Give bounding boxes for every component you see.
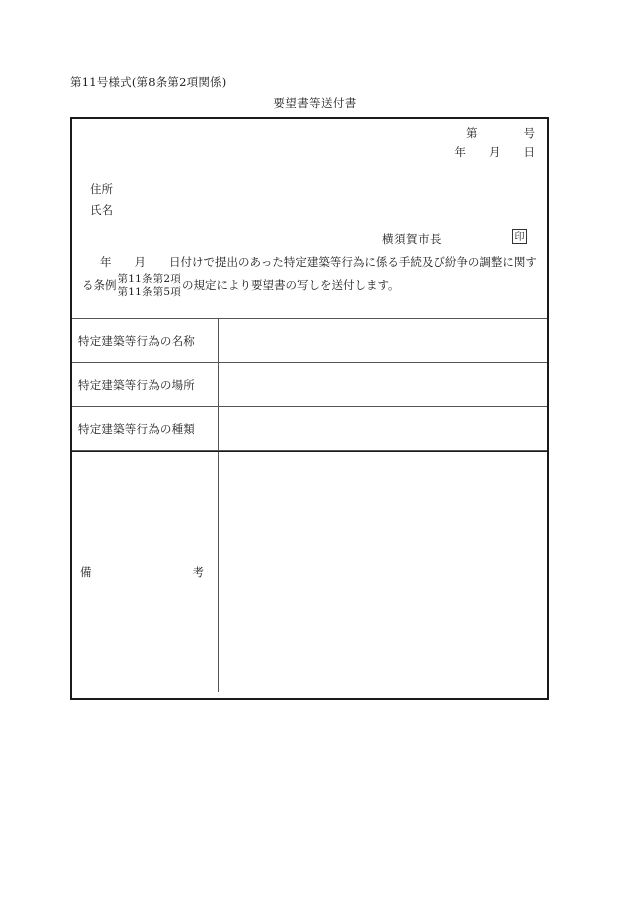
row-value-name[interactable] [219,319,547,362]
address-label: 住所 [90,182,113,196]
row-label-remarks [72,452,219,692]
table-row-name [72,319,547,363]
row-value-location[interactable] [219,363,547,406]
name-label: 氏名 [90,203,113,217]
body-paragraph-line-1: 年 月 日付けで提出のあった特定建築等行為に係る手続及び紛争の調整に関す [100,255,537,269]
document-date-line: 年 月 日 [454,145,535,159]
issuer-row [72,229,547,251]
form-table [70,117,549,700]
row-label-name: 特定建築等行為の名称 [72,319,219,362]
body-paragraph [82,253,539,298]
table-row-location [72,363,547,407]
row-label-type: 特定建築等行為の種類 [72,407,219,450]
table-row-remarks [72,451,547,692]
row-value-type[interactable] [219,407,547,450]
clause-suffix-text: の規定により要望書の写しを送付します。 [181,278,400,292]
clause-reference-stack [118,273,181,298]
row-label-location: 特定建築等行為の場所 [72,363,219,406]
applicant-block [90,179,113,221]
row-value-remarks[interactable] [219,452,547,692]
remarks-label-char-2: 考 [192,565,204,579]
document-title: 要望書等送付書 [273,96,357,110]
remarks-label-char-1: 備 [80,565,92,579]
clause-reference-upper: 第11条第2項 [117,273,181,285]
clause-prefix-text: る条例 [82,278,117,292]
seal-stamp-icon: 印 [512,229,527,244]
form-header-cell [72,119,547,319]
issuer-title: 横須賀市長 [382,232,442,246]
body-paragraph-line-2 [82,273,539,298]
form-number-label: 第11号様式(第8条第2項関係) [70,75,227,89]
document-number-line: 第 号 [466,126,535,140]
clause-reference-lower: 第11条第5項 [117,285,181,298]
table-row-type [72,407,547,451]
